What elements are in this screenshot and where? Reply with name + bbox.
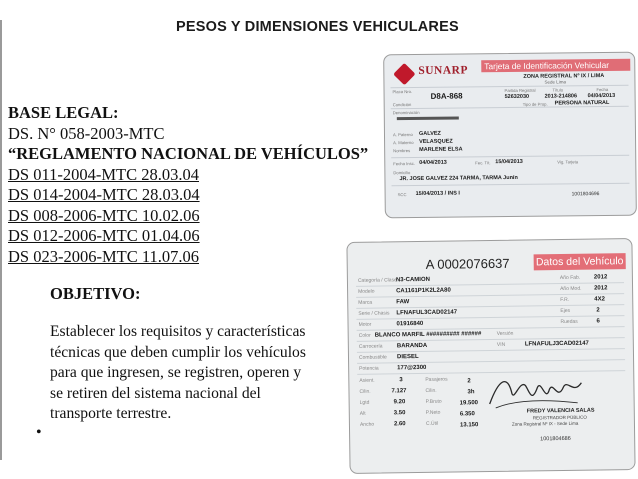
color-label: Color	[358, 332, 371, 339]
asientos-label: Asient.	[359, 377, 375, 384]
legal-link[interactable]: DS 012-2006-MTC 01.04.06	[8, 226, 200, 245]
motor-value: 01916840	[396, 320, 424, 328]
left-margin-rule	[0, 20, 2, 460]
signature-zona: Zona Registral Nº IX - Sede Lima	[511, 420, 579, 427]
materno-label: A. Materno	[393, 140, 414, 146]
card-divider	[391, 106, 629, 109]
zona-registral: ZONA REGISTRAL Nº IX / LIMA	[523, 73, 605, 80]
nombres-label: Nombres	[393, 148, 411, 154]
legal-ds: DS. N° 058-2003-MTC	[8, 123, 165, 143]
legal-section	[8, 103, 368, 267]
p-bruto-value: 19.500	[459, 400, 479, 407]
partida-label: Partida Registral	[504, 87, 536, 94]
potencia-label: Potencia	[359, 365, 379, 372]
sede-label: Sede Lima	[544, 79, 566, 85]
bullet-point: •	[36, 424, 42, 441]
p-neto-label: P.Neto	[425, 409, 441, 416]
marca-label: Marca	[358, 299, 373, 306]
nombres-value: MARLENE ELSA	[419, 146, 463, 153]
cilindrada-label: Cilin.	[425, 387, 437, 394]
datos-serial: 1001804686	[540, 435, 571, 443]
fec-tit-label: Fec. Tít.	[475, 160, 491, 166]
condicion-label: Condición	[392, 102, 412, 108]
datos-vehiculo-card	[346, 238, 635, 474]
combustible-value: DIESEL	[396, 354, 419, 361]
redacted-bar	[397, 117, 459, 121]
scc-label: SCC	[397, 192, 407, 198]
fecha-insc-value: 04/04/2013	[419, 159, 447, 166]
ancho-value: 2.60	[393, 421, 406, 428]
fecha-insc-label: Fecha Insc.	[393, 160, 415, 167]
version-label: Versión	[496, 330, 514, 337]
combustible-label: Combustible	[358, 354, 387, 361]
legal-heading: BASE LEGAL:	[8, 103, 119, 122]
carroceria-label: Carrocería	[358, 343, 383, 350]
card-divider	[391, 155, 629, 158]
p-neto-value: 6.350	[459, 411, 475, 418]
anio-mod-value: 2012	[594, 285, 608, 292]
longitud-value: 7.127	[391, 388, 407, 395]
pasajeros-label: Pasajeros	[425, 376, 448, 383]
titulo-value: 2013-214806	[544, 93, 578, 100]
modelo-label: Modelo	[358, 288, 375, 295]
legal-link[interactable]: DS 023-2006-MTC 11.07.06	[8, 246, 199, 266]
largo-value: 9.20	[393, 399, 406, 406]
serie-label: Serie / Chasis	[358, 310, 390, 317]
sunarp-brand: SUNARP	[418, 64, 469, 77]
materno-value: VELASQUEZ	[419, 138, 453, 145]
vin-label: VIN	[496, 341, 506, 348]
page-title: PESOS Y DIMENSIONES VEHICULARES	[176, 19, 459, 35]
ejes-value: 2	[596, 307, 600, 314]
fecha-value: 04/04/2013	[587, 92, 616, 100]
placa-value: D8A-868	[430, 91, 463, 101]
tarjeta-identificacion-card	[383, 52, 637, 219]
cilindrada-value: 3h	[467, 389, 475, 396]
datos-banner: Datos del Vehículo	[534, 253, 626, 270]
legal-link[interactable]: DS 008-2006-MTC 10.02.06	[8, 205, 200, 225]
modelo-value: CA1161P1K2L2A80	[396, 287, 451, 295]
objetivo-heading: OBJETIVO:	[50, 284, 141, 303]
p-bruto-label: P.Bruto	[425, 398, 442, 405]
denominacion-label: Denominación	[392, 109, 420, 116]
cilindros-label: Cilin.	[359, 388, 371, 395]
serie-value: LFNAFUL3CAD02147	[396, 309, 458, 317]
legal-link[interactable]: DS 014-2004-MTC 28.03.04	[8, 185, 200, 204]
tipo-value: PERSONA NATURAL	[554, 99, 610, 107]
registrar-signature	[485, 373, 586, 412]
vin-value: LFNAFULJ3CAD02147	[524, 340, 589, 348]
color-value: BLANCO MARFIL ########## ######	[374, 331, 482, 339]
paterno-label: A. Paterno	[392, 132, 413, 138]
domicilio-label: Domicilio	[393, 170, 411, 176]
placa-label: Placa Nro.	[392, 89, 413, 95]
legal-link[interactable]: DS 011-2004-MTC 28.03.04	[8, 164, 199, 184]
fr-label: F.R.	[560, 296, 570, 304]
pasajeros-value: 2	[467, 378, 471, 385]
titulo-label: Título	[552, 87, 564, 93]
legal-reglamento: “REGLAMENTO NACIONAL DE VEHÍCULOS”	[8, 144, 369, 163]
anio-fab-label: Año Fab.	[559, 274, 581, 282]
marca-value: FAW	[396, 299, 410, 306]
domicilio-value: JR. JOSE GALVEZ 224 TARMA, TARMA Junín	[399, 174, 518, 183]
carroceria-value: BARANDA	[396, 342, 428, 350]
categoria-label: Categoría / Clase	[357, 277, 397, 284]
motor-label: Motor	[358, 321, 372, 328]
objetivo-text: Establecer los requisitos y características técnicas que deben cumplir los vehículos para que ingresen, se registren, operen y se retiren del sistema nacional del transporte terrestre.	[50, 323, 306, 422]
tipo-label: Tipo de Prop.	[522, 101, 548, 107]
card-number: A 0002076637	[425, 255, 510, 272]
scc-value: 15/04/2013 / INS I	[415, 190, 460, 197]
paterno-value: GALVEZ	[418, 130, 441, 137]
ruedas-label: Ruedas	[560, 318, 578, 326]
vig-label: Vig. Tarjeta	[557, 159, 579, 165]
largo-label: Lgtd	[359, 399, 370, 406]
sunarp-logo-icon	[393, 63, 415, 85]
tarjeta-banner: Tarjeta de Identificación Vehicular	[481, 59, 630, 73]
ruedas-value: 6	[596, 318, 600, 325]
categoria-value: N3-CAMION	[395, 276, 430, 284]
anio-fab-value: 2012	[593, 274, 608, 281]
ancho-label: Ancho	[359, 421, 375, 428]
card-divider	[392, 183, 630, 186]
fr-value: 4X2	[594, 296, 605, 303]
c-util-value: 13.150	[459, 422, 479, 429]
fecha-label: Fecha	[596, 86, 609, 93]
fec-tit-value: 15/04/2013	[495, 158, 523, 166]
potencia-value: 177@2300	[397, 364, 427, 372]
ejes-label: Ejes	[560, 307, 571, 315]
signature-title: REGISTRADOR PÚBLICO	[532, 414, 587, 421]
tarjeta-serial: 1001804696	[571, 191, 600, 198]
alto-label: Alt	[359, 410, 366, 417]
alto-value: 3.50	[393, 410, 406, 417]
asientos-value: 3	[399, 377, 403, 384]
signature-name: FREDY VALENCIA SALAS	[526, 407, 595, 415]
anio-mod-label: Año Mod.	[560, 285, 582, 293]
partida-value: 52632030	[504, 93, 530, 101]
c-util-label: C.Útil	[425, 420, 439, 427]
